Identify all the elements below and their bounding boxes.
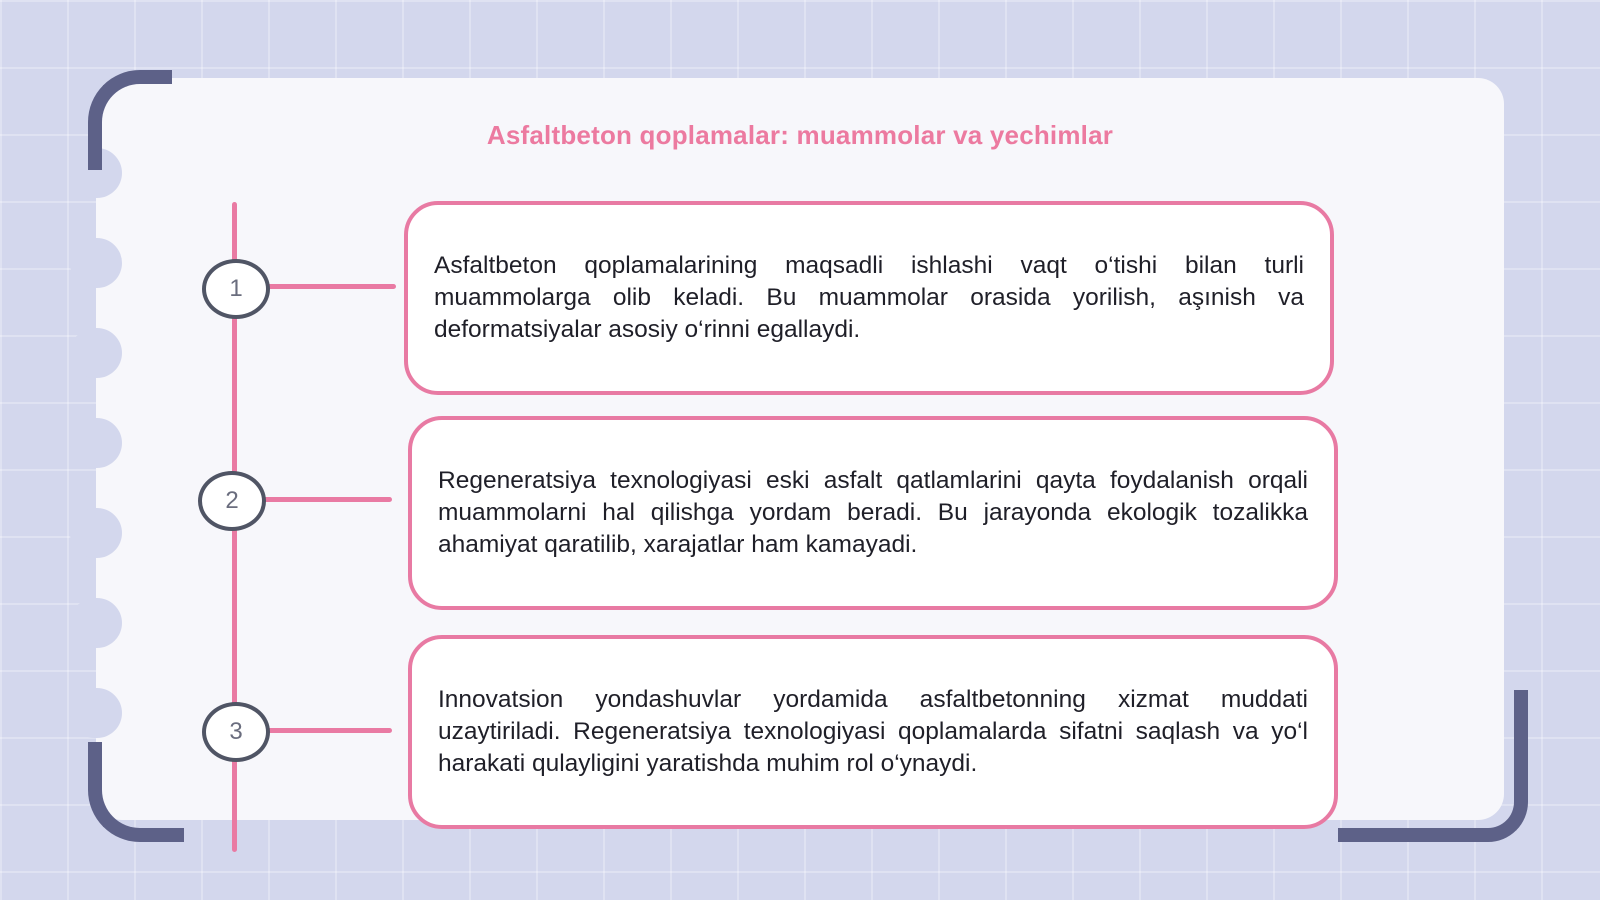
- timeline-marker-3: [202, 702, 270, 762]
- timeline-marker-2: [198, 471, 266, 531]
- corner-bracket-bottom-left: [88, 742, 184, 842]
- paper-notch: [70, 418, 122, 468]
- card-text: Asfaltbeton qoplamalarining maqsadli ishlashi vaqt o‘tishi bilan turli muammolarga olib keladi. Bu muammolar orasida yorilish, aşınish va deformatsiyalar asosiy o‘rinni egallaydi.: [434, 252, 1304, 343]
- timeline-card-3: [408, 635, 1338, 829]
- paper-notch: [70, 238, 122, 288]
- paper-notch: [70, 598, 122, 648]
- paper-notch: [70, 328, 122, 378]
- paper-notch: [70, 688, 122, 738]
- timeline-card-1: [404, 201, 1334, 395]
- paper-notch: [70, 508, 122, 558]
- card-text: Regeneratsiya texnologiyasi eski asfalt qatlamlarini qayta foydalanish orqali muammolarni hal qilishga yordam beradi. Bu jarayonda ekologik tozalikka ahamiyat qaratilib, xarajatlar ham kamayadi.: [438, 467, 1308, 558]
- timeline-connector-1: [266, 284, 396, 289]
- timeline-connector-2: [262, 497, 392, 502]
- marker-number: 2: [225, 487, 239, 514]
- slide-title: Asfaltbeton qoplamalar: muammolar va yechimlar: [486, 120, 1114, 150]
- timeline-card-2: [408, 416, 1338, 610]
- corner-bracket-bottom-right: [1338, 690, 1528, 842]
- card-text: Innovatsion yondashuvlar yordamida asfaltbetonning xizmat muddati uzaytiriladi. Regeneratsiya texnologiyasi qoplamalarda sifatni saqlash va yo‘l harakati qulayligini yaratishda muhim rol o‘ynaydi.: [438, 686, 1308, 777]
- timeline-connector-3: [266, 728, 392, 733]
- timeline-marker-1: [202, 259, 270, 319]
- marker-number: 3: [229, 718, 243, 745]
- marker-number: 1: [229, 275, 243, 302]
